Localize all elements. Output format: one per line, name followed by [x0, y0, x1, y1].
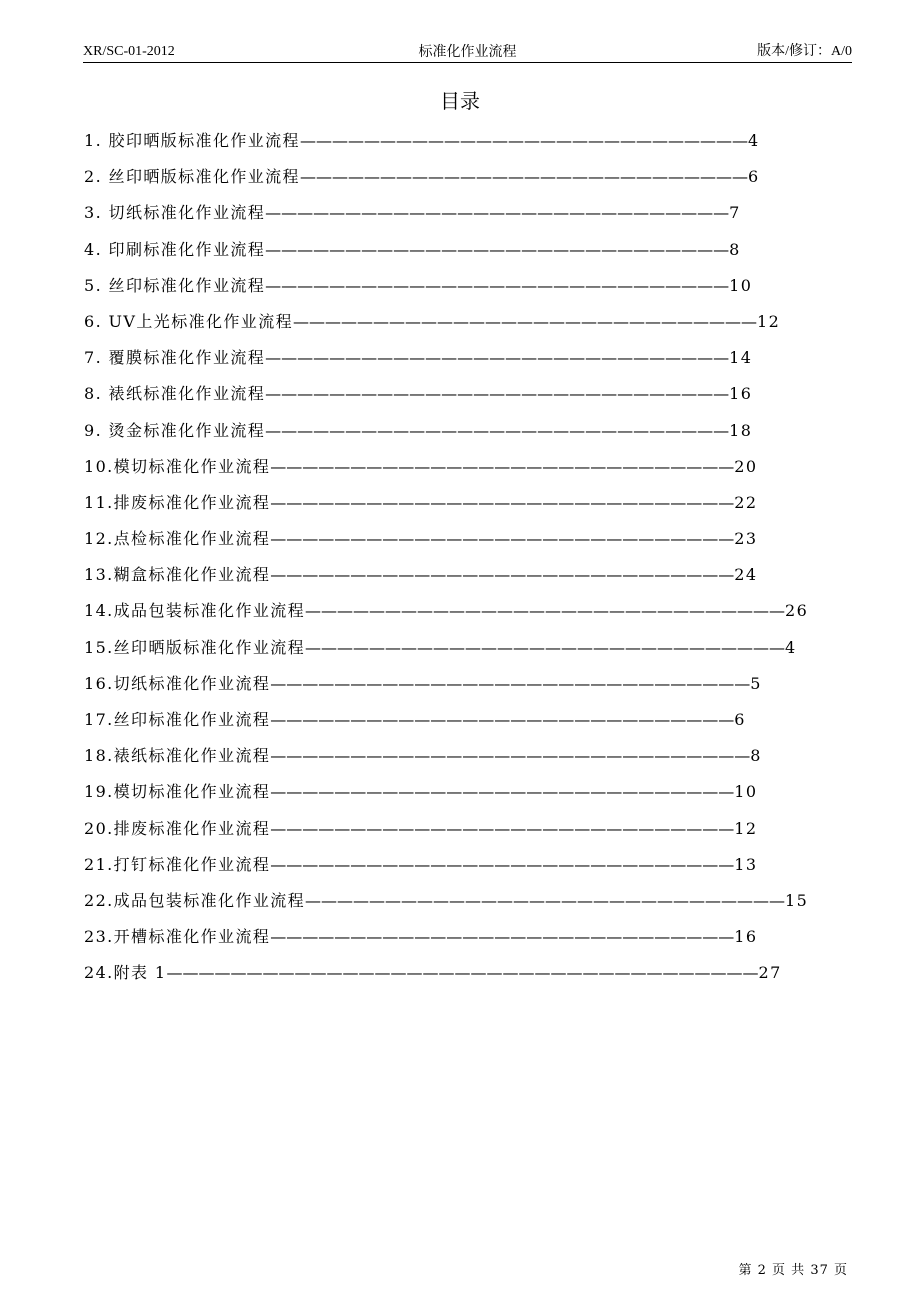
toc-entry-page: 4 [785, 637, 797, 657]
toc-leader: —————————————————————————————— [270, 746, 751, 766]
toc-entry-page: 22 [734, 492, 758, 512]
toc-entry-page: 12 [734, 818, 758, 838]
toc-entry[interactable] [84, 200, 844, 236]
toc-entry-page: 12 [757, 311, 781, 331]
toc-leader: ————————————————————————————— [270, 782, 735, 802]
toc-entry-page: 10 [729, 275, 753, 295]
toc-entry-page: 8 [750, 746, 762, 766]
toc-leader: ————————————————————————————— [270, 854, 735, 874]
toc-entry-page: 16 [729, 384, 753, 404]
toc-entry-page: 7 [729, 203, 741, 223]
toc-entry-label: 15.丝印晒版标准化作业流程 [84, 637, 306, 657]
toc-leader: ————————————————————————————— [265, 275, 730, 295]
toc-leader: ————————————————————————————— [270, 456, 735, 476]
toc-entry-page: 10 [734, 782, 758, 802]
toc-leader: ————————————————————————————— [270, 565, 735, 585]
toc-leader: ———————————————————————————— [299, 167, 748, 187]
toc-entry-page: 5 [750, 673, 762, 693]
toc-entry-label: 8. 裱纸标准化作业流程 [84, 384, 266, 404]
toc-entry-label: 13.糊盒标准化作业流程 [84, 565, 271, 585]
toc-entry[interactable] [84, 381, 844, 417]
toc-entry[interactable] [84, 273, 844, 309]
toc-entry[interactable] [84, 598, 844, 634]
toc-entry-page: 23 [734, 529, 758, 549]
toc-entry[interactable] [84, 526, 844, 562]
toc-entry-page: 27 [758, 963, 782, 983]
toc-entry-label: 17.丝印标准化作业流程 [84, 710, 271, 729]
toc-leader: ————————————————————————————— [265, 384, 730, 404]
toc-entry-page: 6 [747, 167, 760, 187]
toc-leader: ————————————————————————————— [265, 420, 730, 440]
toc-leader: ————————————————————————————— [265, 348, 730, 368]
toc-entry-label: 1. 胶印晒版标准化作业流程 [84, 131, 300, 150]
toc-entry-label: 20.排废标准化作业流程 [84, 818, 271, 838]
toc-leader: ————————————————————————————— [293, 311, 757, 331]
toc-entry-page: 18 [729, 420, 753, 440]
toc-entry[interactable] [84, 418, 844, 454]
toc-leader: ————————————————————————————— [270, 529, 735, 549]
toc-entry-label: 23.开槽标准化作业流程 [84, 927, 271, 947]
table-of-contents [84, 128, 844, 997]
toc-entry-page: 20 [734, 456, 758, 476]
page-footer: 第 2 页 共 37 页 [738, 1263, 848, 1278]
toc-entry-label: 7. 覆膜标准化作业流程 [84, 348, 266, 368]
toc-entry[interactable] [84, 309, 844, 345]
toc-leader: ————————————————————————————————————— [166, 963, 759, 983]
toc-entry-page: 8 [729, 239, 741, 259]
toc-leader: ————————————————————————————— [265, 239, 730, 259]
toc-entry[interactable] [84, 960, 844, 996]
toc-entry[interactable] [84, 562, 844, 598]
toc-leader: ————————————————————————————— [270, 492, 735, 512]
doc-code: XR/SC-01-2012 [83, 44, 175, 59]
toc-entry[interactable] [84, 490, 844, 526]
toc-leader: —————————————————————————————— [270, 673, 751, 693]
toc-entry[interactable] [84, 671, 844, 707]
toc-entry-label: 12.点检标准化作业流程 [84, 529, 271, 549]
toc-entry-page: 26 [785, 601, 809, 621]
toc-entry[interactable] [84, 779, 844, 815]
toc-entry[interactable] [84, 454, 844, 490]
toc-leader: ————————————————————————————— [265, 203, 730, 223]
toc-entry-label: 2. 丝印晒版标准化作业流程 [84, 167, 300, 187]
toc-leader: ———————————————————————————— [299, 131, 748, 150]
toc-entry[interactable] [84, 635, 844, 671]
toc-leader: —————————————————————————————— [305, 601, 786, 621]
toc-entry-page: 4 [747, 131, 760, 150]
toc-entry-label: 18.裱纸标准化作业流程 [84, 746, 271, 766]
toc-entry-label: 22.成品包装标准化作业流程 [84, 890, 306, 910]
toc-entry[interactable] [84, 345, 844, 381]
toc-entry[interactable] [84, 888, 844, 924]
page-header [83, 42, 852, 63]
toc-entry-page: 24 [734, 565, 758, 585]
toc-leader: ————————————————————————————— [270, 710, 735, 729]
toc-entry-page: 13 [734, 854, 758, 874]
toc-leader: —————————————————————————————— [305, 890, 786, 910]
toc-leader: ————————————————————————————— [270, 927, 735, 947]
version-label: 版本/修订：A/0 [757, 44, 852, 59]
toc-entry-label: 14.成品包装标准化作业流程 [84, 601, 306, 621]
toc-leader: ————————————————————————————— [270, 818, 735, 838]
toc-entry-page: 6 [734, 710, 746, 729]
toc-entry[interactable] [84, 164, 844, 200]
toc-leader: —————————————————————————————— [305, 637, 786, 657]
header-title: 标准化作业流程 [418, 44, 517, 60]
toc-entry-page: 16 [734, 927, 758, 947]
toc-entry-label: 10.模切标准化作业流程 [84, 456, 271, 476]
toc-entry-label: 19.模切标准化作业流程 [84, 782, 271, 802]
toc-entry-label: 3. 切纸标准化作业流程 [84, 203, 266, 223]
toc-entry[interactable] [84, 128, 844, 164]
toc-entry-page: 15 [785, 890, 809, 910]
toc-entry-label: 16.切纸标准化作业流程 [84, 673, 271, 693]
toc-entry[interactable] [84, 743, 844, 779]
toc-entry[interactable] [84, 816, 844, 852]
toc-entry[interactable] [84, 237, 844, 273]
toc-entry-page: 14 [729, 348, 753, 368]
toc-entry-label: 6. UV上光标准化作业流程 [84, 311, 293, 331]
toc-entry[interactable] [84, 852, 844, 888]
toc-title: 目录 [440, 89, 480, 113]
toc-entry-label: 24.附表 1 [84, 963, 167, 983]
toc-entry-label: 4. 印刷标准化作业流程 [84, 239, 266, 259]
toc-entry-label: 9. 烫金标准化作业流程 [84, 420, 266, 440]
toc-entry[interactable] [84, 707, 844, 743]
toc-entry-label: 5. 丝印标准化作业流程 [84, 275, 266, 295]
toc-entry-label: 21.打钉标准化作业流程 [84, 854, 271, 874]
toc-entry-label: 11.排废标准化作业流程 [84, 492, 271, 512]
toc-entry[interactable] [84, 924, 844, 960]
